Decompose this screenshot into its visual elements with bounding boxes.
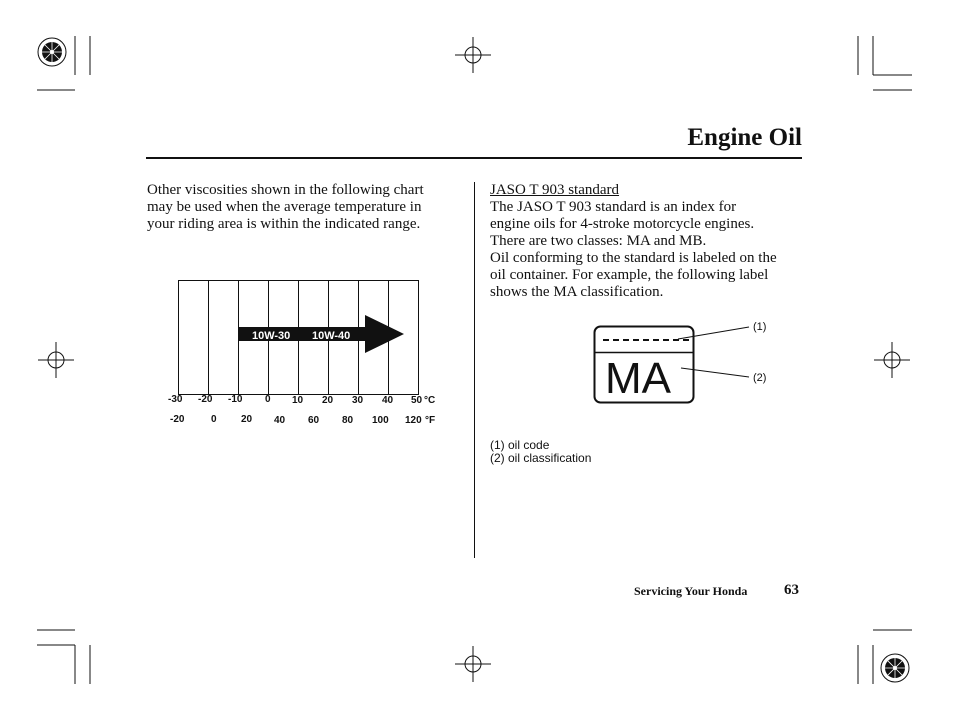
section-title: Engine Oil: [687, 124, 802, 151]
figure-captions: [490, 439, 591, 465]
text-line: There are two classes: MA and MB.: [490, 233, 707, 249]
text-line: may be used when the average temperature in: [147, 199, 422, 215]
text-line: engine oils for 4-stroke motorcycle engines.: [490, 216, 755, 232]
text-line: shows the MA classification.: [490, 284, 664, 300]
caption-oil-classification: (2) oil classification: [490, 451, 592, 465]
celsius-tick: 50: [411, 395, 423, 406]
page-number: 63: [784, 582, 799, 598]
celsius-tick: 10: [292, 395, 304, 406]
text-line: Oil conforming to the standard is labeled on the: [490, 250, 777, 266]
text-line: your riding area is within the indicated range.: [147, 216, 421, 232]
celsius-tick: 30: [352, 395, 364, 406]
jaso-label-illustration: [585, 315, 785, 410]
caption-oil-code: (1) oil code: [490, 438, 550, 452]
fahrenheit-tick: 80: [342, 415, 354, 426]
fahrenheit-tick: 100: [372, 415, 389, 426]
callout-label-1: (1): [753, 321, 767, 333]
callout-line-2: [681, 368, 749, 377]
title-rule: [146, 157, 802, 159]
jaso-standard-paragraph: [490, 182, 810, 301]
fahrenheit-tick: 120: [405, 415, 422, 426]
celsius-unit: °C: [424, 395, 436, 406]
column-divider: [474, 182, 475, 558]
fahrenheit-tick: 0: [211, 414, 217, 425]
fahrenheit-unit: °F: [425, 415, 436, 426]
celsius-tick: 20: [322, 395, 334, 406]
celsius-tick: 40: [382, 395, 394, 406]
jaso-heading: JASO T 903 standard: [490, 182, 620, 198]
footer-section-label: Servicing Your Honda: [634, 584, 748, 598]
sunburst-target-top-left: [38, 38, 66, 66]
fahrenheit-tick: 40: [274, 415, 286, 426]
callout-line-1: [678, 327, 749, 339]
viscosity-intro-paragraph: [147, 182, 457, 233]
text-line: oil container. For example, the following label: [490, 267, 769, 283]
sunburst-target-bottom-right: [881, 654, 909, 682]
oil-classification-text: MA: [605, 354, 671, 403]
fahrenheit-tick: -20: [170, 414, 185, 425]
viscosity-temperature-chart: [160, 275, 450, 430]
celsius-tick: -20: [198, 394, 213, 405]
grade-label-10w40: 10W-40: [312, 330, 351, 342]
celsius-tick: -30: [168, 394, 183, 405]
celsius-tick: -10: [228, 394, 243, 405]
celsius-tick: 0: [265, 394, 271, 405]
fahrenheit-tick: 20: [241, 414, 253, 425]
callout-label-2: (2): [753, 372, 767, 384]
text-line: The JASO T 903 standard is an index for: [490, 199, 737, 215]
text-line: Other viscosities shown in the following chart: [147, 182, 424, 198]
grade-label-10w30: 10W-30: [252, 330, 291, 342]
fahrenheit-tick: 60: [308, 415, 320, 426]
